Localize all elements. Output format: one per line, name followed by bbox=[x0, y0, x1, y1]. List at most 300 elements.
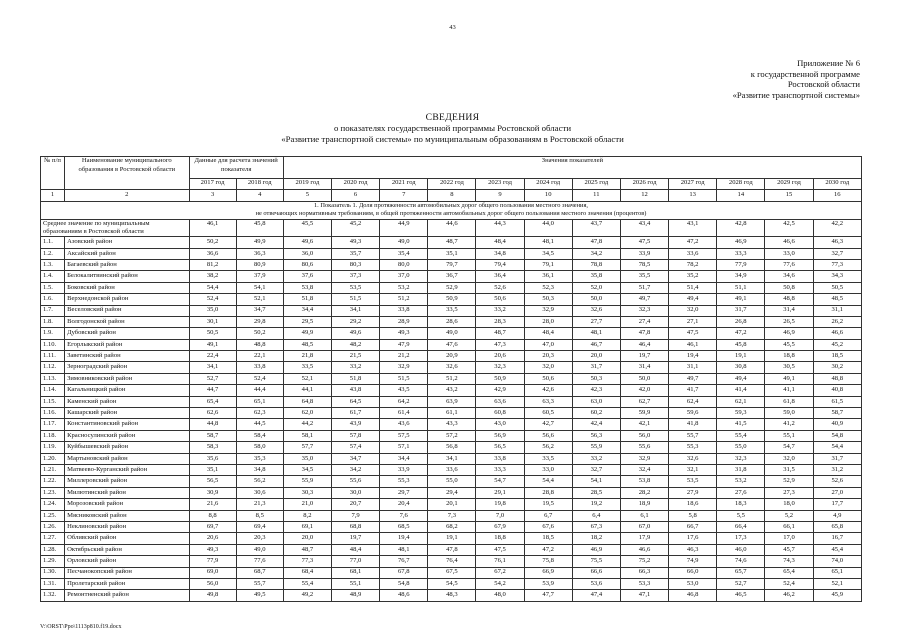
table-cell: 53,5 bbox=[332, 282, 380, 293]
table-cell: 32,9 bbox=[620, 453, 668, 464]
table-cell: 17,7 bbox=[813, 499, 861, 510]
table-cell: 33,8 bbox=[236, 362, 283, 373]
table-cell: 55,6 bbox=[620, 442, 668, 453]
table-cell: 31,1 bbox=[813, 305, 861, 316]
table-cell: 74,0 bbox=[813, 556, 861, 567]
table-cell: 35,0 bbox=[283, 453, 331, 464]
year-header: 2019 год bbox=[283, 179, 331, 190]
table-cell: 44,8 bbox=[189, 419, 236, 430]
table-cell: 56,5 bbox=[189, 476, 236, 487]
table-cell: 47,5 bbox=[476, 544, 524, 555]
table-cell: 31,7 bbox=[572, 362, 620, 373]
table-cell: 50,9 bbox=[476, 373, 524, 384]
table-cell: 17,3 bbox=[717, 533, 765, 544]
table-cell: 32,3 bbox=[476, 362, 524, 373]
year-header: 2028 год bbox=[717, 179, 765, 190]
table-cell: 75,2 bbox=[620, 556, 668, 567]
table-cell: 36,1 bbox=[524, 271, 572, 282]
table-cell: 68,1 bbox=[332, 567, 380, 578]
table-cell: 55,4 bbox=[717, 430, 765, 441]
table-cell: 44,6 bbox=[428, 219, 476, 236]
table-cell: 54,7 bbox=[765, 442, 813, 453]
table-cell: 20,0 bbox=[572, 351, 620, 362]
table-cell: 52,6 bbox=[813, 476, 861, 487]
row-name: Заветинский район bbox=[65, 351, 189, 362]
table-cell: 32,7 bbox=[813, 248, 861, 259]
table-cell: 33,3 bbox=[476, 465, 524, 476]
table-cell: 48,5 bbox=[283, 339, 331, 350]
table-row bbox=[41, 351, 862, 362]
table-cell: 30,8 bbox=[717, 362, 765, 373]
year-header: 2026 год bbox=[620, 179, 668, 190]
appendix-line: Приложение № 6 bbox=[797, 58, 860, 68]
table-cell: 48,0 bbox=[476, 590, 524, 601]
table-cell: 6,4 bbox=[572, 510, 620, 521]
table-cell: 65,1 bbox=[813, 567, 861, 578]
table-cell: 49,3 bbox=[332, 237, 380, 248]
table-cell: 63,3 bbox=[524, 396, 572, 407]
table-cell: 76,7 bbox=[380, 556, 428, 567]
table-cell: 61,1 bbox=[428, 408, 476, 419]
table-cell: 36,6 bbox=[189, 248, 236, 259]
table-cell: 54,7 bbox=[476, 476, 524, 487]
table-cell: 17,0 bbox=[765, 533, 813, 544]
table-row bbox=[41, 271, 862, 282]
table-cell: 74,6 bbox=[717, 556, 765, 567]
column-number: 2 bbox=[65, 190, 189, 201]
title-line: о показателях государственной программы Ростовской области bbox=[333, 123, 572, 133]
table-cell: 21,5 bbox=[332, 351, 380, 362]
table-cell: 32,6 bbox=[669, 453, 717, 464]
table-cell: 81,2 bbox=[189, 259, 236, 270]
table-cell: 48,2 bbox=[332, 339, 380, 350]
table-cell: 55,3 bbox=[380, 476, 428, 487]
table-cell: 53,3 bbox=[620, 578, 668, 589]
table-cell: 66,7 bbox=[669, 521, 717, 532]
table-cell: 76,4 bbox=[428, 556, 476, 567]
table-cell: 77,3 bbox=[813, 259, 861, 270]
table-cell: 34,7 bbox=[332, 453, 380, 464]
title-line: «Развитие транспортной системы» по муниципальным образованиям в Ростовской области bbox=[281, 134, 624, 144]
table-cell: 57,2 bbox=[428, 430, 476, 441]
table-row bbox=[41, 476, 862, 487]
table-cell: 21,3 bbox=[236, 499, 283, 510]
table-cell: 53,6 bbox=[572, 578, 620, 589]
table-cell: 32,6 bbox=[428, 362, 476, 373]
table-cell: 49,0 bbox=[380, 237, 428, 248]
row-number: 1.23. bbox=[41, 487, 65, 498]
table-row bbox=[41, 373, 862, 384]
row-number: 1.24. bbox=[41, 499, 65, 510]
table-cell: 56,6 bbox=[524, 430, 572, 441]
row-number: 1.7. bbox=[41, 305, 65, 316]
table-cell: 42,6 bbox=[524, 385, 572, 396]
row-number: 1.13. bbox=[41, 373, 65, 384]
row-number: 1.9. bbox=[41, 328, 65, 339]
table-cell: 77,6 bbox=[765, 259, 813, 270]
appendix-line: «Развитие транспортной системы» bbox=[732, 90, 860, 101]
table-cell: 45,9 bbox=[813, 590, 861, 601]
table-cell: 59,0 bbox=[765, 408, 813, 419]
table-cell: 43,9 bbox=[332, 419, 380, 430]
table-cell: 33,2 bbox=[572, 453, 620, 464]
table-cell: 18,9 bbox=[620, 499, 668, 510]
table-cell: 34,1 bbox=[428, 453, 476, 464]
table-cell: 37,9 bbox=[236, 271, 283, 282]
table-cell: 20,4 bbox=[380, 499, 428, 510]
table-cell: 35,5 bbox=[620, 271, 668, 282]
table-cell: 20,6 bbox=[189, 533, 236, 544]
row-name: Азовский район bbox=[65, 237, 189, 248]
table-cell: 35,7 bbox=[332, 248, 380, 259]
table-cell: 46,9 bbox=[717, 237, 765, 248]
table-cell: 21,0 bbox=[283, 499, 331, 510]
year-header: 2029 год bbox=[765, 179, 813, 190]
column-numbers-row bbox=[41, 190, 862, 201]
table-cell: 49,3 bbox=[380, 328, 428, 339]
table-cell: 7,9 bbox=[332, 510, 380, 521]
page-number: 43 bbox=[449, 24, 456, 31]
table-cell: 6,7 bbox=[524, 510, 572, 521]
table-cell: 50,6 bbox=[476, 294, 524, 305]
table-cell: 56,0 bbox=[620, 430, 668, 441]
column-number: 11 bbox=[572, 190, 620, 201]
table-row bbox=[41, 362, 862, 373]
row-number: 1.3. bbox=[41, 259, 65, 270]
table-cell: 33,2 bbox=[476, 305, 524, 316]
table-cell: 46,7 bbox=[572, 339, 620, 350]
row-number: 1.12. bbox=[41, 362, 65, 373]
row-name: Ремонтненский район bbox=[65, 590, 189, 601]
table-cell: 20,0 bbox=[283, 533, 331, 544]
table-cell: 20,7 bbox=[332, 499, 380, 510]
table-cell: 53,8 bbox=[620, 476, 668, 487]
table-cell: 33,9 bbox=[620, 248, 668, 259]
table-cell: 38,2 bbox=[189, 271, 236, 282]
table-cell: 54,4 bbox=[524, 476, 572, 487]
table-cell: 57,8 bbox=[332, 430, 380, 441]
table-row bbox=[41, 419, 862, 430]
table-cell: 49,3 bbox=[189, 544, 236, 555]
row-name: Милютинский район bbox=[65, 487, 189, 498]
table-cell: 32,1 bbox=[669, 465, 717, 476]
table-cell: 61,7 bbox=[332, 408, 380, 419]
table-cell: 68,5 bbox=[380, 521, 428, 532]
table-cell: 28,0 bbox=[524, 316, 572, 327]
table-cell: 33,5 bbox=[524, 453, 572, 464]
table-cell: 52,6 bbox=[476, 282, 524, 293]
table-cell: 42,1 bbox=[620, 419, 668, 430]
table-cell: 47,0 bbox=[524, 339, 572, 350]
row-number: 1.16. bbox=[41, 408, 65, 419]
table-cell: 57,1 bbox=[380, 442, 428, 453]
table-cell: 34,3 bbox=[813, 271, 861, 282]
table-cell: 31,4 bbox=[620, 362, 668, 373]
column-number: 15 bbox=[765, 190, 813, 201]
table-cell: 31,8 bbox=[717, 465, 765, 476]
table-cell: 32,0 bbox=[669, 305, 717, 316]
table-cell: 32,6 bbox=[572, 305, 620, 316]
table-cell: 19,7 bbox=[620, 351, 668, 362]
table-cell: 50,3 bbox=[524, 294, 572, 305]
table-cell: 5,8 bbox=[669, 510, 717, 521]
table-cell: 20,3 bbox=[524, 351, 572, 362]
table-cell: 52,1 bbox=[283, 373, 331, 384]
table-cell: 54,8 bbox=[380, 578, 428, 589]
appendix-line: Ростовской области bbox=[787, 79, 860, 90]
table-cell: 46,1 bbox=[189, 219, 236, 236]
table-cell: 20,3 bbox=[236, 533, 283, 544]
table-cell: 53,5 bbox=[669, 476, 717, 487]
table-cell: 27,0 bbox=[813, 487, 861, 498]
column-number: 12 bbox=[620, 190, 668, 201]
table-cell: 49,9 bbox=[283, 328, 331, 339]
table-cell: 19,5 bbox=[524, 499, 572, 510]
column-number: 5 bbox=[283, 190, 331, 201]
row-name: Каменский район bbox=[65, 396, 189, 407]
table-cell: 51,5 bbox=[332, 294, 380, 305]
table-cell: 66,6 bbox=[572, 567, 620, 578]
document-title bbox=[0, 112, 905, 145]
row-name: Обливский район bbox=[65, 533, 189, 544]
table-cell: 55,1 bbox=[332, 578, 380, 589]
table-cell: 30,1 bbox=[189, 316, 236, 327]
table-cell: 48,4 bbox=[524, 328, 572, 339]
table-cell: 29,8 bbox=[236, 316, 283, 327]
table-cell: 78,5 bbox=[620, 259, 668, 270]
table-cell: 51,7 bbox=[620, 282, 668, 293]
table-cell: 75,8 bbox=[524, 556, 572, 567]
table-cell: 22,1 bbox=[236, 351, 283, 362]
table-cell: 43,6 bbox=[380, 419, 428, 430]
table-cell: 30,5 bbox=[765, 362, 813, 373]
header-num: № п/п bbox=[41, 157, 65, 190]
year-header: 2018 год bbox=[236, 179, 283, 190]
table-cell: 8,5 bbox=[236, 510, 283, 521]
table-cell: 44,3 bbox=[476, 219, 524, 236]
table-cell: 65,7 bbox=[717, 567, 765, 578]
table-cell: 33,6 bbox=[669, 248, 717, 259]
row-number: 1.15. bbox=[41, 396, 65, 407]
column-number: 8 bbox=[428, 190, 476, 201]
table-cell: 58,7 bbox=[189, 430, 236, 441]
table-cell: 18,2 bbox=[572, 533, 620, 544]
table-cell: 62,7 bbox=[620, 396, 668, 407]
table-cell: 32,9 bbox=[380, 362, 428, 373]
table-cell: 47,8 bbox=[620, 328, 668, 339]
file-path-footer: V:\ORST\Ppo\1113p810.f19.docx bbox=[40, 624, 122, 630]
table-cell: 48,6 bbox=[380, 590, 428, 601]
table-cell: 22,4 bbox=[189, 351, 236, 362]
table-cell: 52,9 bbox=[765, 476, 813, 487]
table-cell: 29,2 bbox=[332, 316, 380, 327]
table-cell: 47,7 bbox=[524, 590, 572, 601]
table-cell: 44,7 bbox=[189, 385, 236, 396]
table-row bbox=[41, 430, 862, 441]
table-cell: 80,6 bbox=[283, 259, 331, 270]
table-cell: 54,4 bbox=[813, 442, 861, 453]
row-number: 1.10. bbox=[41, 339, 65, 350]
table-cell: 48,1 bbox=[380, 544, 428, 555]
table-cell: 27,9 bbox=[669, 487, 717, 498]
row-number: 1.4. bbox=[41, 271, 65, 282]
table-cell: 29,7 bbox=[380, 487, 428, 498]
table-cell: 33,6 bbox=[428, 465, 476, 476]
table-cell: 50,0 bbox=[620, 373, 668, 384]
table-cell: 51,4 bbox=[669, 282, 717, 293]
table-cell: 60,8 bbox=[476, 408, 524, 419]
row-number: 1.32. bbox=[41, 590, 65, 601]
table-cell: 77,9 bbox=[189, 556, 236, 567]
table-cell: 66,9 bbox=[524, 567, 572, 578]
table-cell: 45,2 bbox=[813, 339, 861, 350]
table-cell: 50,0 bbox=[572, 294, 620, 305]
year-header: 2020 год bbox=[332, 179, 380, 190]
row-name: Орловский район bbox=[65, 556, 189, 567]
table-cell: 65,4 bbox=[189, 396, 236, 407]
table-cell: 44,1 bbox=[283, 385, 331, 396]
table-cell: 33,5 bbox=[428, 305, 476, 316]
table-cell: 50,3 bbox=[572, 373, 620, 384]
table-cell: 18,8 bbox=[476, 533, 524, 544]
table-cell: 32,4 bbox=[620, 465, 668, 476]
row-name: Мартыновский район bbox=[65, 453, 189, 464]
table-cell: 54,1 bbox=[236, 282, 283, 293]
table-cell: 78,8 bbox=[572, 259, 620, 270]
table-cell: 48,3 bbox=[428, 590, 476, 601]
table-cell: 34,9 bbox=[717, 271, 765, 282]
table-cell: 57,5 bbox=[380, 430, 428, 441]
table-cell: 58,0 bbox=[236, 442, 283, 453]
title-line: СВЕДЕНИЯ bbox=[425, 112, 480, 123]
row-number: 1.28. bbox=[41, 544, 65, 555]
row-number: 1.5. bbox=[41, 282, 65, 293]
table-cell: 80,3 bbox=[332, 259, 380, 270]
table-cell: 34,1 bbox=[189, 362, 236, 373]
table-row bbox=[41, 316, 862, 327]
table-cell: 30,2 bbox=[813, 362, 861, 373]
table-cell: 42,8 bbox=[717, 219, 765, 236]
table-cell: 77,9 bbox=[717, 259, 765, 270]
table-cell: 40,9 bbox=[813, 419, 861, 430]
table-cell: 57,7 bbox=[283, 442, 331, 453]
table-cell: 42,9 bbox=[476, 385, 524, 396]
table-cell: 33,5 bbox=[283, 362, 331, 373]
table-cell: 77,0 bbox=[332, 556, 380, 567]
table-cell: 44,0 bbox=[524, 219, 572, 236]
table-cell: 19,8 bbox=[476, 499, 524, 510]
table-cell: 51,1 bbox=[717, 282, 765, 293]
table-cell: 55,7 bbox=[669, 430, 717, 441]
table-row bbox=[41, 533, 862, 544]
table-cell: 79,4 bbox=[476, 259, 524, 270]
table-cell: 27,1 bbox=[669, 316, 717, 327]
table-cell: 55,9 bbox=[283, 476, 331, 487]
table-cell: 66,4 bbox=[717, 521, 765, 532]
table-cell: 46,6 bbox=[813, 328, 861, 339]
table-cell: 61,5 bbox=[813, 396, 861, 407]
row-number: 1.14. bbox=[41, 385, 65, 396]
table-cell: 56,5 bbox=[476, 442, 524, 453]
table-row bbox=[41, 396, 862, 407]
indicator-line: не отвечающих нормативным требованиям, в общей протяженности автомобильных дорог общего пользования местного значения (процентов) bbox=[255, 210, 647, 218]
table-cell: 53,8 bbox=[283, 282, 331, 293]
table-cell: 47,5 bbox=[620, 237, 668, 248]
table-cell: 62,4 bbox=[669, 396, 717, 407]
table-cell: 53,2 bbox=[717, 476, 765, 487]
indicators-table bbox=[40, 156, 862, 602]
table-row bbox=[41, 282, 862, 293]
table-cell: 16,7 bbox=[813, 533, 861, 544]
table-cell: 57,4 bbox=[332, 442, 380, 453]
table-cell: 20,9 bbox=[428, 351, 476, 362]
table-cell: 67,5 bbox=[428, 567, 476, 578]
table-row bbox=[41, 567, 862, 578]
table-cell: 42,2 bbox=[813, 219, 861, 236]
table-cell: 35,3 bbox=[236, 453, 283, 464]
table-cell: 19,1 bbox=[428, 533, 476, 544]
table-cell: 34,2 bbox=[332, 465, 380, 476]
row-name: Багаевский район bbox=[65, 259, 189, 270]
year-header: 2023 год bbox=[476, 179, 524, 190]
table-cell: 47,2 bbox=[524, 544, 572, 555]
table-row bbox=[41, 521, 862, 532]
year-header: 2027 год bbox=[669, 179, 717, 190]
table-cell: 52,7 bbox=[717, 578, 765, 589]
table-cell: 49,6 bbox=[283, 237, 331, 248]
table-cell: 69,1 bbox=[283, 521, 331, 532]
table-row bbox=[41, 294, 862, 305]
table-cell: 80,9 bbox=[236, 259, 283, 270]
table-cell: 41,4 bbox=[717, 385, 765, 396]
table-cell: 51,2 bbox=[380, 294, 428, 305]
table-cell: 74,9 bbox=[669, 556, 717, 567]
table-cell: 55,0 bbox=[428, 476, 476, 487]
table-cell: 21,8 bbox=[283, 351, 331, 362]
table-cell: 67,2 bbox=[476, 567, 524, 578]
table-cell: 35,6 bbox=[189, 453, 236, 464]
row-number: 1.30. bbox=[41, 567, 65, 578]
table-cell: 63,9 bbox=[428, 396, 476, 407]
table-row bbox=[41, 237, 862, 248]
table-cell: 62,0 bbox=[283, 408, 331, 419]
table-cell: 40,8 bbox=[813, 385, 861, 396]
row-number: 1.20. bbox=[41, 453, 65, 464]
row-name: Зерноградский район bbox=[65, 362, 189, 373]
header-values: Значения показателей bbox=[283, 157, 861, 179]
year-header: 2025 год bbox=[572, 179, 620, 190]
table-cell: 50,2 bbox=[236, 328, 283, 339]
table-cell: 34,7 bbox=[236, 305, 283, 316]
row-number: 1.26. bbox=[41, 521, 65, 532]
table-cell: 35,0 bbox=[189, 305, 236, 316]
table-cell: 43,5 bbox=[380, 385, 428, 396]
table-cell: 26,8 bbox=[717, 316, 765, 327]
row-name: Морозовский район bbox=[65, 499, 189, 510]
table-cell: 49,4 bbox=[717, 373, 765, 384]
table-cell: 28,2 bbox=[620, 487, 668, 498]
table-cell: 36,4 bbox=[476, 271, 524, 282]
table-cell: 61,4 bbox=[380, 408, 428, 419]
table-cell: 67,3 bbox=[572, 521, 620, 532]
table-cell: 66,1 bbox=[765, 521, 813, 532]
table-cell: 59,9 bbox=[620, 408, 668, 419]
table-row bbox=[41, 442, 862, 453]
year-header: 2030 год bbox=[813, 179, 861, 190]
table-cell: 33,3 bbox=[717, 248, 765, 259]
table-row bbox=[41, 578, 862, 589]
table-cell: 32,0 bbox=[524, 362, 572, 373]
